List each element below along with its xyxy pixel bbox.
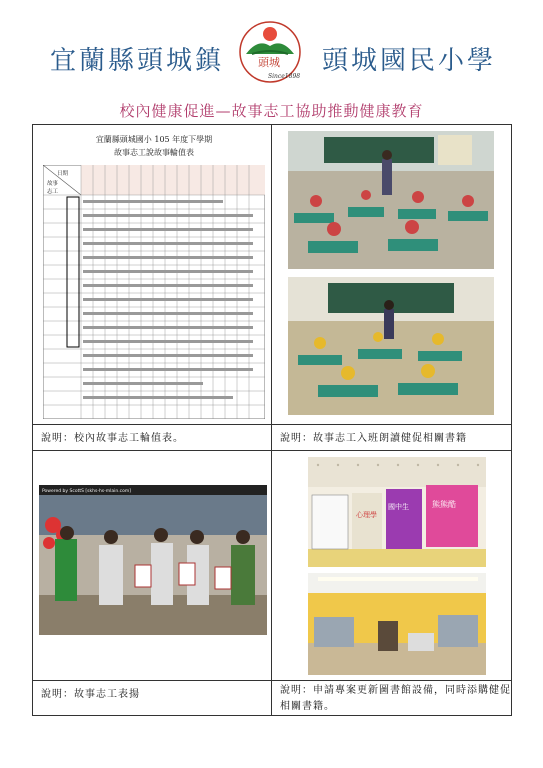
svg-text:Powered by ScottS [skhs-hs-mla: Powered by ScottS [skhs-hs-mlain.com] <box>42 489 132 494</box>
photo-grid-table <box>32 124 512 716</box>
page-header <box>0 18 543 88</box>
school-logo <box>238 20 302 84</box>
caption-volunteer-award: 說明：故事志工表揚 <box>41 689 140 700</box>
classroom-photos-cell <box>272 125 511 424</box>
schedule-cell <box>33 125 272 424</box>
caption-cell-3 <box>33 681 272 715</box>
svg-text:頭城: 頭城 <box>258 56 280 69</box>
schedule-table-image <box>43 165 265 419</box>
classroom-photo-2 <box>288 277 494 415</box>
schedule-title: 宜蘭縣頭城國小 105 年度下學期 <box>95 135 213 144</box>
award-photo-cell <box>33 451 272 680</box>
schedule-subtitle: 故事志工說故事輪值表 <box>114 148 194 157</box>
classroom-photo-1 <box>288 131 494 269</box>
county-town-title: 宜蘭縣頭城鎮 <box>50 46 225 76</box>
grid-row-2 <box>33 425 511 451</box>
caption-classroom-reading: 說明：故事志工入班朗讀健促相關書籍 <box>280 433 467 444</box>
caption-library-books: 說明：申請專案更新圖書館設備，同時添購健促相關書籍。 <box>280 685 511 712</box>
caption-schedule: 說明：校內故事志工輪值表。 <box>41 433 184 444</box>
svg-text:心理學: 心理學 <box>356 511 377 519</box>
grid-row-4 <box>33 681 511 715</box>
svg-text:Since1898: Since1898 <box>268 73 301 80</box>
svg-text:志工: 志工 <box>47 189 59 195</box>
caption-cell-2 <box>272 425 511 450</box>
volunteer-award-photo <box>39 485 267 635</box>
library-photos-cell <box>272 451 511 680</box>
svg-text:故事: 故事 <box>47 181 59 187</box>
caption-cell-1 <box>33 425 272 450</box>
page-subtitle: 校內健康促進—故事志工協助推動健康教育 <box>119 102 424 120</box>
library-photo <box>308 573 486 675</box>
svg-text:國中生: 國中生 <box>388 503 409 511</box>
school-name-title: 頭城國民小學 <box>322 46 497 76</box>
grid-row-1 <box>33 125 511 425</box>
health-books-photo <box>308 457 486 567</box>
grid-row-3 <box>33 451 511 681</box>
volunteer-schedule <box>43 133 265 419</box>
svg-text:日期: 日期 <box>57 171 69 177</box>
caption-cell-4 <box>272 681 511 715</box>
svg-text:熊熊酷: 熊熊酷 <box>432 500 456 509</box>
